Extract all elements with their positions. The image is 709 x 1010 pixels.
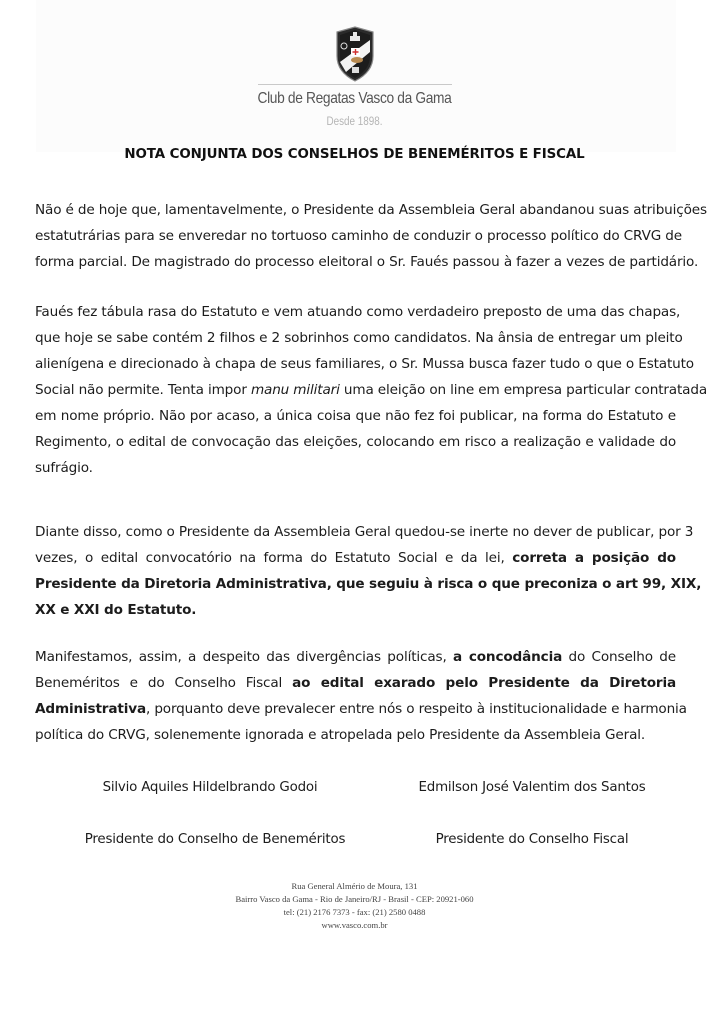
text-line: alienígena e direcionado à chapa de seus familiares, o Sr. Mussa busca fazer tudo o que o Estatuto xyxy=(35,356,694,372)
paragraph-4 xyxy=(35,644,687,748)
text-segment: Manifestamos, assim, a despeito das divergências políticas, xyxy=(35,649,453,665)
header-divider xyxy=(258,84,452,85)
signatory-role-1: Presidente do Conselho de Beneméritos xyxy=(84,832,346,847)
signatory-name-1: Silvio Aquiles Hildelbrando Godoi xyxy=(102,780,318,795)
footer-contact xyxy=(0,880,709,932)
text-line: que hoje se sabe contém 2 filhos e 2 sobrinhos como candidatos. Na ânsia de entregar um pleito xyxy=(35,330,683,346)
text-segment: Beneméritos e do Conselho Fiscal xyxy=(35,675,293,691)
text-line: política do CRVG, solenemente ignorada e atropelada pelo Presidente da Assembleia Geral. xyxy=(35,727,646,743)
founded-tagline: Desde 1898. xyxy=(326,116,383,128)
footer-phones: tel: (21) 2176 7373 - fax: (21) 2580 0488 xyxy=(283,907,426,917)
text-line: forma parcial. De magistrado do processo eleitoral o Sr. Faués passou à fazer a vezes de partidário. xyxy=(35,254,699,270)
text-segment: uma eleição on line em empresa particular contratada xyxy=(339,382,708,398)
text-line: estatutrárias para se enveredar no tortuoso caminho de conduzir o processo político do CRVG de xyxy=(35,228,682,244)
text-line xyxy=(35,545,676,571)
text-line: sufrágio. xyxy=(35,460,93,476)
text-segment: do Conselho de xyxy=(562,649,676,665)
text-line xyxy=(35,670,676,696)
paragraph-1 xyxy=(35,197,707,275)
text-segment: , porquanto deve prevalecer entre nós o respeito à institucionalidade e harmonia xyxy=(145,701,687,717)
text-line: Diante disso, como o Presidente da Assembleia Geral quedou-se inerte no dever de publicar, por 3 xyxy=(35,524,694,540)
signatory-role-2: Presidente do Conselho Fiscal xyxy=(435,832,629,847)
paragraph-2 xyxy=(35,299,708,481)
text-line: Faués fez tábula rasa do Estatuto e vem atuando como verdadeiro preposto de uma das chapas, xyxy=(35,304,681,320)
text-line xyxy=(35,696,687,722)
text-line xyxy=(35,377,708,403)
vasco-crest-icon xyxy=(334,26,376,82)
italic-phrase: manu militari xyxy=(250,382,340,398)
paragraph-3 xyxy=(35,519,702,623)
bold-phrase: correta a posição do xyxy=(512,550,676,566)
text-line: XX e XXI do Estatuto. xyxy=(35,602,197,618)
text-line: Presidente da Diretoria Administrativa, que seguiu à risca o que preconiza o art 99, XIX, xyxy=(35,576,702,592)
bold-phrase: ao edital exarado pelo Presidente da Diretoria xyxy=(292,675,676,691)
text-segment: Social não permite. Tenta impor xyxy=(35,382,251,398)
text-line: em nome próprio. Não por acaso, a única coisa que não fez foi publicar, na forma do Estatuto e xyxy=(35,408,676,424)
text-line: Não é de hoje que, lamentavelmente, o Presidente da Assembleia Geral abandanou suas atribuições xyxy=(35,202,707,218)
text-line xyxy=(35,644,676,670)
footer-district: Bairro Vasco da Gama - Rio de Janeiro/RJ - Brasil - CEP: 20921-060 xyxy=(235,894,474,904)
club-name: Club de Regatas Vasco da Gama xyxy=(257,90,452,107)
document-title: NOTA CONJUNTA DOS CONSELHOS DE BENEMÉRITOS E FISCAL xyxy=(124,147,585,162)
text-line: Regimento, o edital de convocação das eleições, colocando em risco a realização e validade do xyxy=(35,434,676,450)
bold-phrase: Administrativa xyxy=(35,701,146,717)
text-segment: vezes, o edital convocatório na forma do Estatuto Social e da lei, xyxy=(35,550,513,566)
footer-website[interactable]: www.vasco.com.br xyxy=(321,920,388,930)
footer-address: Rua General Almério de Moura, 131 xyxy=(291,881,418,891)
signatory-name-2: Edmilson José Valentim dos Santos xyxy=(418,780,646,795)
bold-phrase: a concodância xyxy=(453,649,563,665)
